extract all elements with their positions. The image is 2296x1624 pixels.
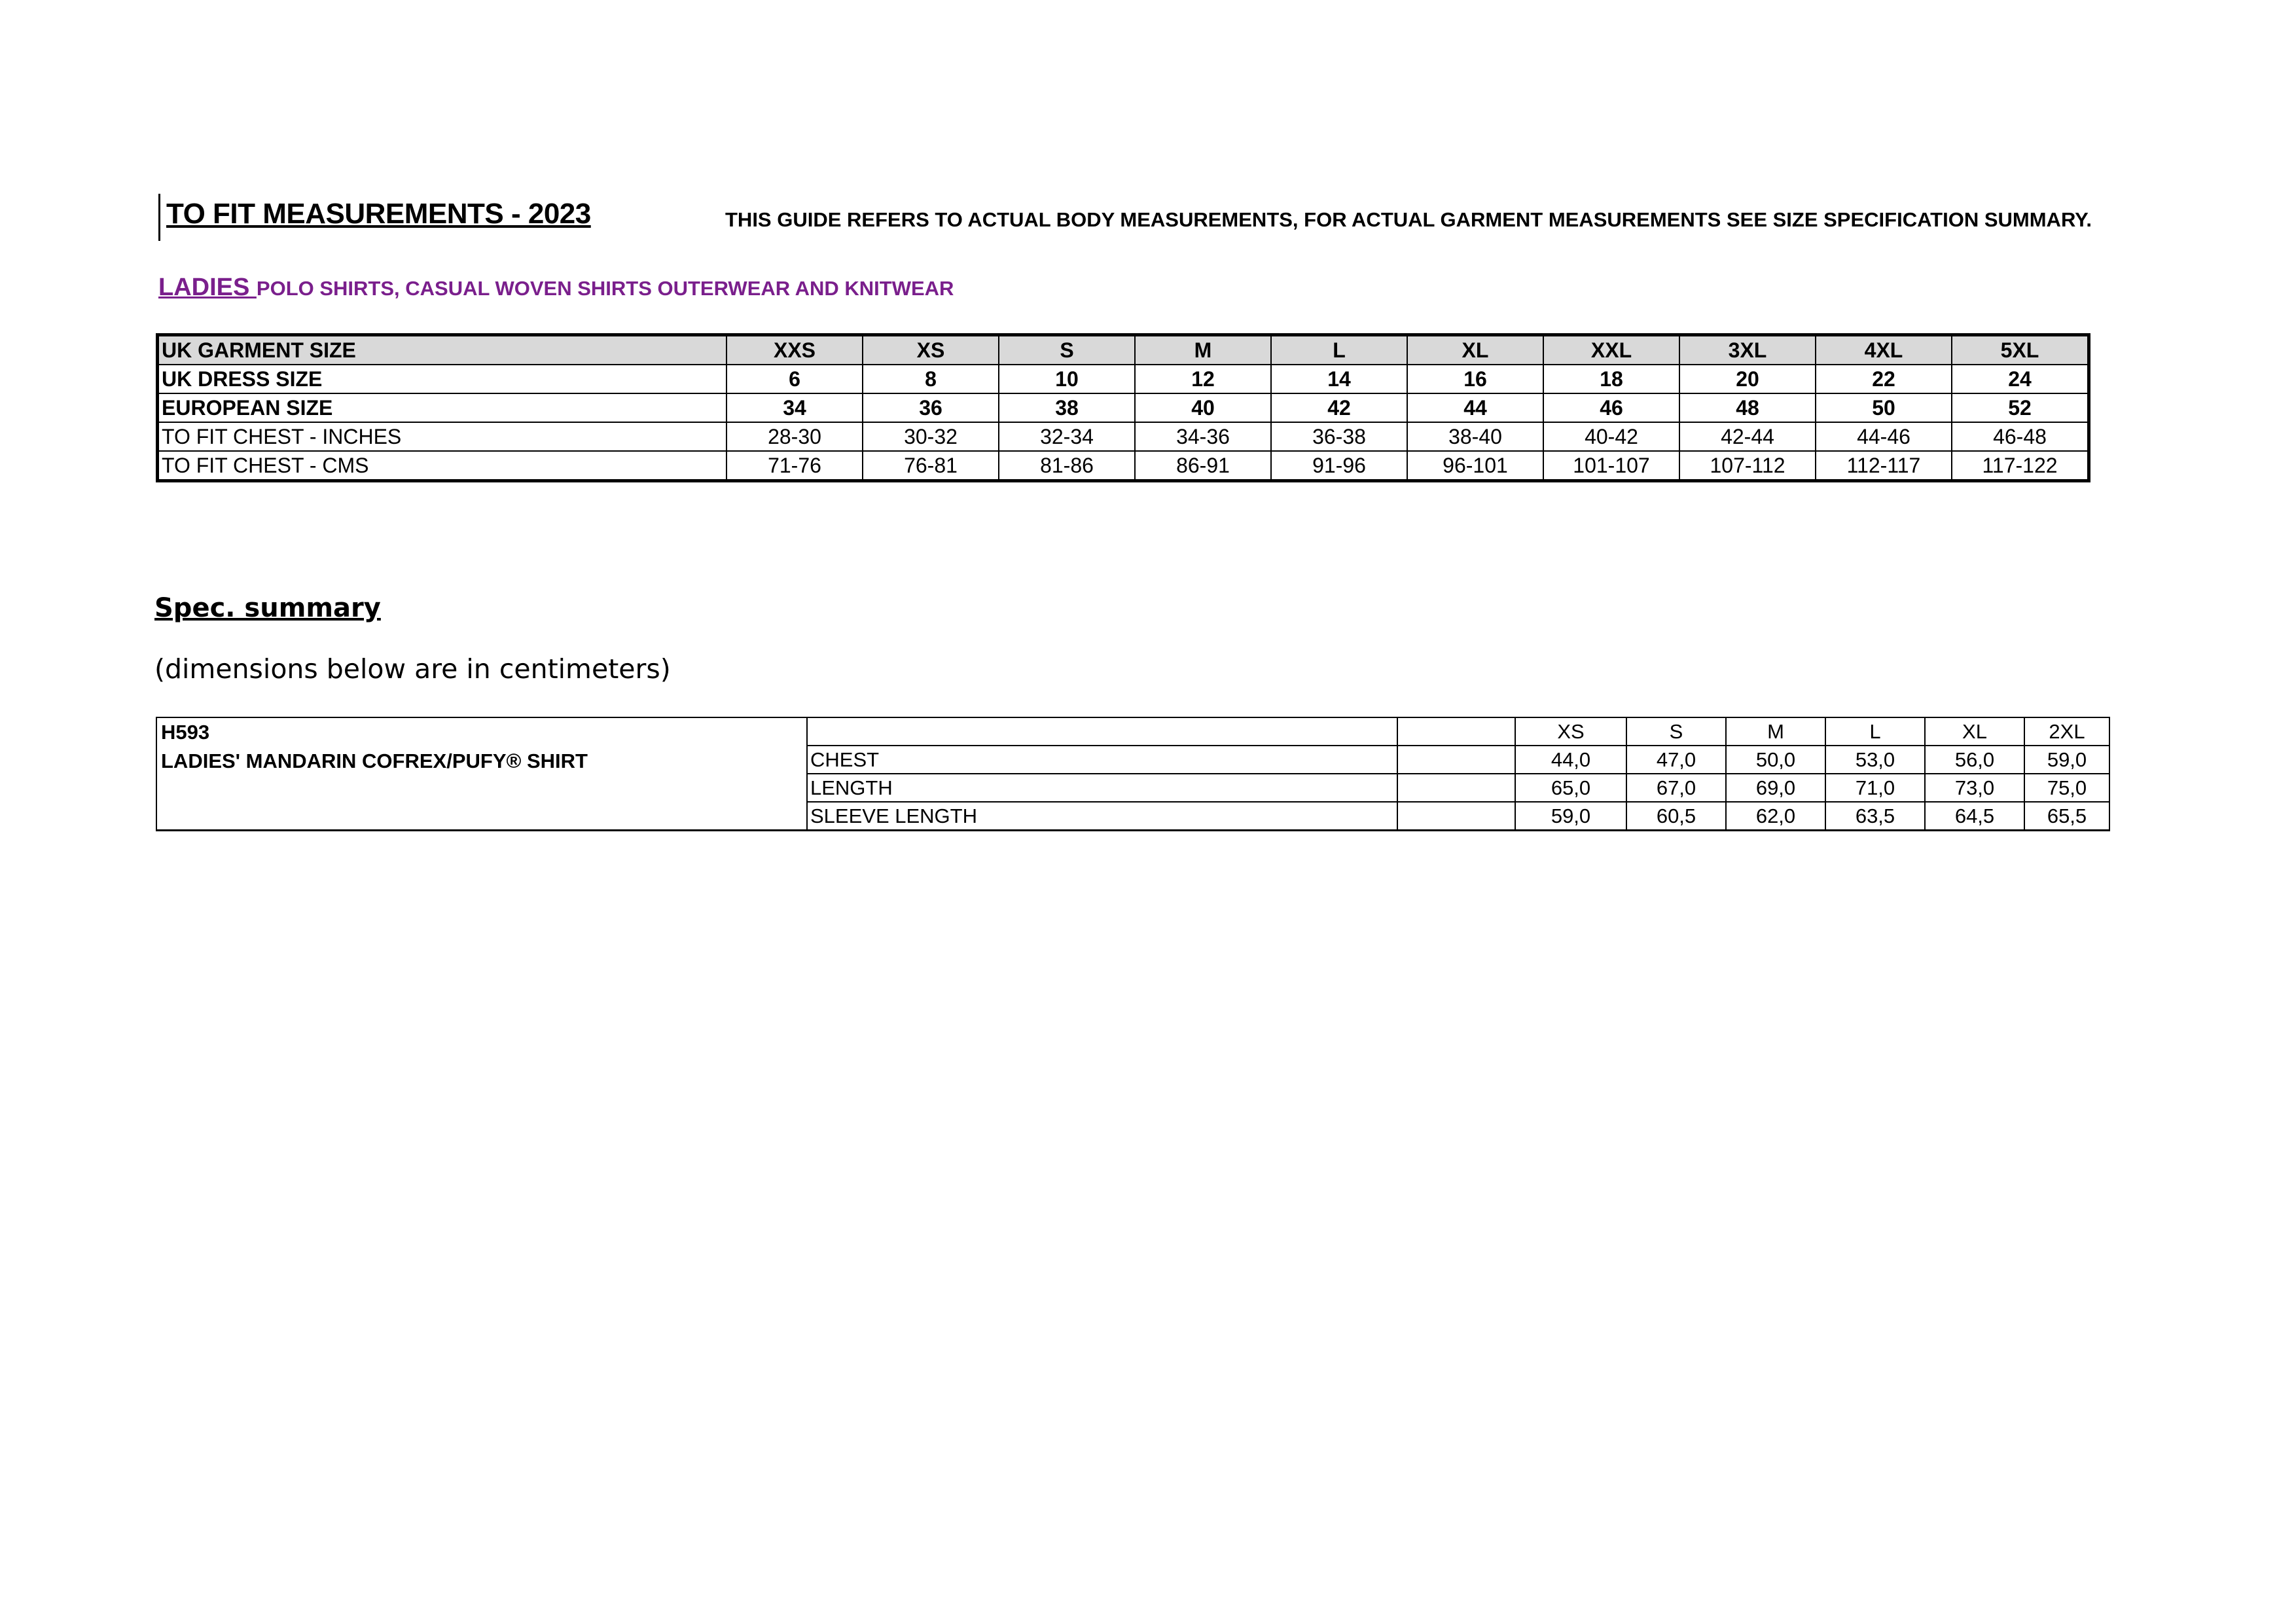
measure-header-blank <box>807 717 1397 746</box>
size-table <box>156 333 2090 482</box>
size-cell: 38 <box>999 393 1135 422</box>
size-cell: 36-38 <box>1271 422 1407 451</box>
size-cell: XXS <box>726 335 863 365</box>
dimensions-note: (dimensions below are in centimeters) <box>154 653 671 685</box>
spec-value: 73,0 <box>1925 774 2024 802</box>
size-cell: XL <box>1407 335 1543 365</box>
guide-note: THIS GUIDE REFERS TO ACTUAL BODY MEASUREMENTS, FOR ACTUAL GARMENT MEASUREMENTS SEE SIZE SPECIFICATION SUMMARY. <box>725 208 2092 231</box>
size-cell: 52 <box>1952 393 2089 422</box>
size-row-label: TO FIT CHEST - INCHES <box>158 422 727 451</box>
spec-value: 44,0 <box>1515 746 1626 774</box>
spec-value: 69,0 <box>1726 774 1825 802</box>
size-cell: 86-91 <box>1135 451 1271 481</box>
spec-value: 65,0 <box>1515 774 1626 802</box>
category-heading <box>158 274 954 302</box>
size-row-label: TO FIT CHEST - CMS <box>158 451 727 481</box>
size-cell: 10 <box>999 365 1135 393</box>
spacer-cell <box>1397 746 1515 774</box>
size-cell: 107-112 <box>1679 451 1816 481</box>
size-cell: 44-46 <box>1816 422 1952 451</box>
size-cell: 112-117 <box>1816 451 1952 481</box>
spec-value: 75,0 <box>2024 774 2109 802</box>
header-divider <box>158 194 160 241</box>
spec-summary-heading: Spec. summary <box>154 593 381 623</box>
size-cell: 96-101 <box>1407 451 1543 481</box>
measure-label: SLEEVE LENGTH <box>807 802 1397 831</box>
spec-value: 53,0 <box>1825 746 1925 774</box>
spec-value: 71,0 <box>1825 774 1925 802</box>
size-cell: 4XL <box>1816 335 1952 365</box>
european-size-row <box>158 393 2089 422</box>
uk-garment-size-row <box>158 335 2089 365</box>
size-cell: 28-30 <box>726 422 863 451</box>
spec-size-header: M <box>1726 717 1825 746</box>
size-cell: 5XL <box>1952 335 2089 365</box>
size-cell: 22 <box>1816 365 1952 393</box>
spec-value: 63,5 <box>1825 802 1925 831</box>
category-prefix: LADIES <box>158 274 257 301</box>
size-cell: L <box>1271 335 1407 365</box>
size-cell: 3XL <box>1679 335 1816 365</box>
spacer-cell <box>1397 802 1515 831</box>
spec-value: 62,0 <box>1726 802 1825 831</box>
size-cell: 50 <box>1816 393 1952 422</box>
spec-size-header: 2XL <box>2024 717 2109 746</box>
size-cell: 42-44 <box>1679 422 1816 451</box>
size-cell: S <box>999 335 1135 365</box>
product-name: LADIES' MANDARIN COFREX/PUFY® SHIRT <box>161 749 588 772</box>
page-title: TO FIT MEASUREMENTS - 2023 <box>166 198 591 230</box>
size-cell: 32-34 <box>999 422 1135 451</box>
size-cell: 8 <box>863 365 999 393</box>
size-table-body <box>158 335 2089 481</box>
spec-table-body <box>156 717 2109 831</box>
measure-label: CHEST <box>807 746 1397 774</box>
size-cell: 38-40 <box>1407 422 1543 451</box>
spec-value: 47,0 <box>1626 746 1726 774</box>
spacer-cell <box>1397 717 1515 746</box>
size-cell: 91-96 <box>1271 451 1407 481</box>
spec-value: 65,5 <box>2024 802 2109 831</box>
spec-value: 50,0 <box>1726 746 1825 774</box>
size-cell: 81-86 <box>999 451 1135 481</box>
spec-size-header: L <box>1825 717 1925 746</box>
size-cell: 42 <box>1271 393 1407 422</box>
spec-size-header: S <box>1626 717 1726 746</box>
spec-value: 59,0 <box>2024 746 2109 774</box>
size-cell: 48 <box>1679 393 1816 422</box>
spec-value: 67,0 <box>1626 774 1726 802</box>
product-code: H593 <box>161 721 210 744</box>
size-cell: 44 <box>1407 393 1543 422</box>
spec-value: 64,5 <box>1925 802 2024 831</box>
size-row-label: UK GARMENT SIZE <box>158 335 727 365</box>
size-cell: 76-81 <box>863 451 999 481</box>
spacer-cell <box>1397 774 1515 802</box>
size-cell: 30-32 <box>863 422 999 451</box>
size-cell: 18 <box>1543 365 1679 393</box>
size-cell: 40 <box>1135 393 1271 422</box>
size-cell: 14 <box>1271 365 1407 393</box>
size-cell: XS <box>863 335 999 365</box>
measure-label: LENGTH <box>807 774 1397 802</box>
size-cell: 16 <box>1407 365 1543 393</box>
spec-size-header: XS <box>1515 717 1626 746</box>
size-cell: 36 <box>863 393 999 422</box>
size-cell: 46-48 <box>1952 422 2089 451</box>
spec-value: 56,0 <box>1925 746 2024 774</box>
size-cell: 101-107 <box>1543 451 1679 481</box>
size-cell: 6 <box>726 365 863 393</box>
chest-inches-row <box>158 422 2089 451</box>
size-cell: 40-42 <box>1543 422 1679 451</box>
size-cell: M <box>1135 335 1271 365</box>
size-cell: 117-122 <box>1952 451 2089 481</box>
size-cell: 24 <box>1952 365 2089 393</box>
size-row-label: UK DRESS SIZE <box>158 365 727 393</box>
size-cell: 34-36 <box>1135 422 1271 451</box>
size-cell: XXL <box>1543 335 1679 365</box>
size-cell: 20 <box>1679 365 1816 393</box>
category-description: POLO SHIRTS, CASUAL WOVEN SHIRTS OUTERWEAR AND KNITWEAR <box>256 277 954 300</box>
size-cell: 71-76 <box>726 451 863 481</box>
uk-dress-size-row <box>158 365 2089 393</box>
size-cell: 46 <box>1543 393 1679 422</box>
size-row-label: EUROPEAN SIZE <box>158 393 727 422</box>
spec-value: 59,0 <box>1515 802 1626 831</box>
spec-table <box>156 717 2110 831</box>
size-cell: 12 <box>1135 365 1271 393</box>
size-cell: 34 <box>726 393 863 422</box>
spec-size-header: XL <box>1925 717 2024 746</box>
product-cell <box>156 717 807 831</box>
spec-size-header-row <box>156 717 2109 746</box>
spec-value: 60,5 <box>1626 802 1726 831</box>
chest-cms-row <box>158 451 2089 481</box>
